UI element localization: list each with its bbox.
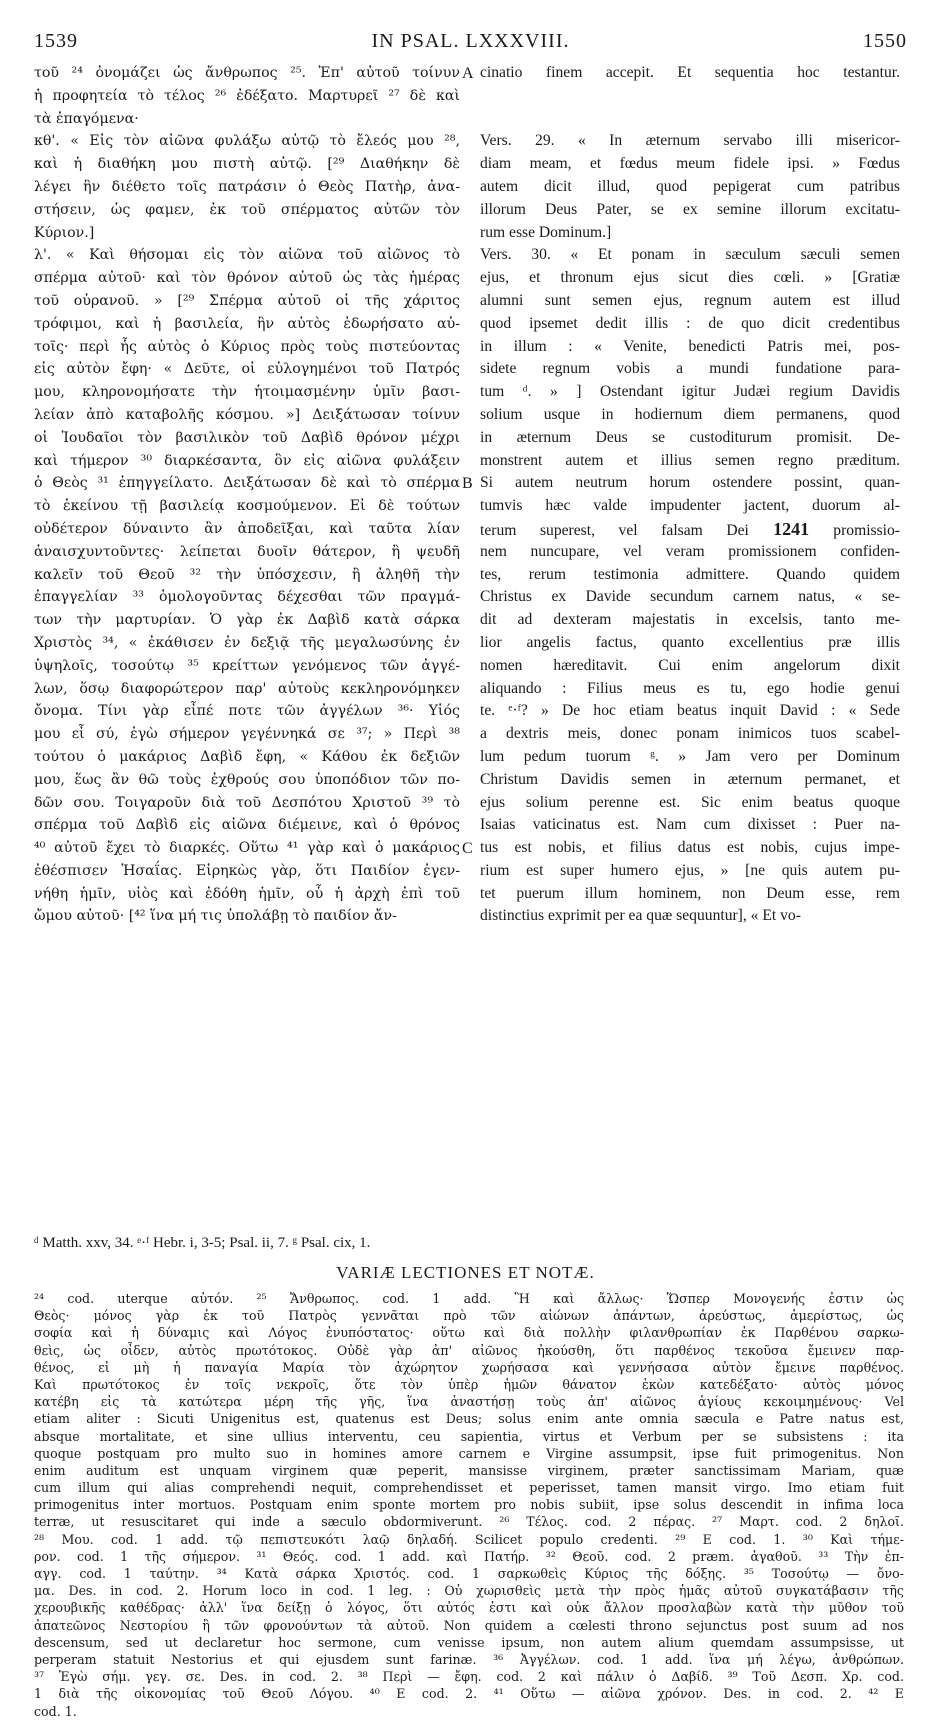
- greek-column-line: τοῦ οὐρανοῦ. » [²⁹ Σπέρμα αὐτοῦ οἱ τῆς χάριτος: [34, 292, 460, 309]
- notes-line: ³⁷ Ἐγὼ σήμ. γεγ. σε. Des. in cod. 2. ³⁸ Περὶ — ἔφη. cod. 2 καὶ πάλιν ὁ Δαβίδ. ³⁹ Τοῦ Δεσπ. Χρ. cod.: [34, 1669, 904, 1685]
- greek-column-line: μου, ἕως ἂν θῶ τοὺς ἐχθρούς σου ὑποπόδιον τῶν πο-: [34, 771, 460, 788]
- latin-column-line: lum pedum tuorum ᵍ. » Jam vero per Dominum: [480, 747, 900, 765]
- notes-line: Θεὸς· μόνος γὰρ ἐκ τοῦ Πατρὸς γεννᾶται πρὸ τῶν αἰώνων ἀπάντων, ἀρεύστως, ἀμερίστως, ὡς: [34, 1308, 904, 1324]
- latin-column-line: rum esse Dominum.]: [480, 223, 612, 241]
- greek-column-line: ὑψηλοῖς, τοσούτῳ ³⁵ κρείττων γενόμενος τῶν ἀγγέ-: [34, 657, 460, 674]
- greek-column-line: Κύριον.]: [34, 224, 95, 241]
- latin-column-line: tes, rerum testimonia admittere. Quando quidem: [480, 565, 900, 583]
- latin-column-line: in illum : « Venite, benedicti Patris mei, pos-: [480, 337, 900, 355]
- latin-column-line: illorum Deus Pater, se ex semine illorum excitatu-: [480, 200, 900, 218]
- greek-column-line: καὶ ἡ διαθήκη μου πιστὴ αὐτῷ. [²⁹ Διαθήκην δὲ: [34, 156, 460, 173]
- greek-column-line: ἐθέσπισεν Ἡσαΐας. Εἰρηκὼς γὰρ, ὅτι Παιδίον ἐγεν-: [34, 862, 460, 879]
- greek-column-line: λ'. « Καὶ θήσομαι εἰς τὸν αἰῶνα τοῦ αἰῶνος τὸ: [34, 247, 460, 264]
- latin-column-line: autem dicit illud, quod pepigerat cum patribus: [480, 177, 900, 195]
- greek-column-line: ἐπαγγελίαν ³³ ὁμολογοῦντας δέχεσθαι τῶν πραγμά-: [34, 589, 460, 606]
- latin-column-line: rium est super humero ejus, » [ne quis autem pu-: [480, 861, 900, 879]
- greek-column-line: στήσειν, ὡς φαμεν, ἐκ τοῦ σπέρματος αὐτῶν τὸν: [34, 201, 460, 218]
- greek-column-line: καλεῖν τοῦ Θεοῦ ³² τὴν ὑπόσχεσιν, ἢ ἀληθῆ τὴν: [34, 566, 460, 583]
- greek-column-line: τὰ ἐπαγόμενα·: [34, 110, 139, 127]
- greek-column-line: σπέρμα αὐτοῦ· καὶ τὸν θρόνον αὐτοῦ ὡς τὰς ἡμέρας: [34, 270, 460, 287]
- notes-line: μα. Des. in cod. 2. Horum loco in cod. 1 leg. : Οὐ χωρισθεὶς μετὰ τὴν πρὸς ἡμᾶς αὐτοῦ συγκατάβασιν τῆς: [34, 1583, 904, 1599]
- margin-letter-c: C: [462, 840, 473, 857]
- greek-column-line: νήθη ἡμῖν, υἱὸς καὶ ἐδόθη ἡμῖν, οὗ ἡ ἀρχὴ ἐπὶ τοῦ: [34, 885, 460, 902]
- footnote-references: ᵈ Matth. xxv, 34. ᵉ·ᶠ Hebr. i, 3-5; Psal. ii, 7. ᵍ Psal. cix, 1.: [34, 1235, 371, 1251]
- greek-column-line: Χριστὸς ³⁴, « ἐκάθισεν ἐν δεξιᾷ τῆς μεγαλωσύνης ἐν: [34, 634, 460, 651]
- margin-letter-b: B: [462, 475, 473, 492]
- greek-column-line: δῶν σου. Τοιγαροῦν διὰ τοῦ Δεσπότου Χριστοῦ ³⁹ τὸ: [34, 794, 460, 811]
- notes-line: θεὶς, ὡς οἶδεν, αὐτὸς πρωτότοκος. Οὐδὲ γὰρ ἀπ' αἰῶνος ἠκούσθη, ὅτι παρθένος τεκοῦσα ἔμεινεν παρ-: [34, 1342, 904, 1358]
- latin-column-line: diam meam, et fœdus meum fidele ipsi. » Fœdus: [480, 155, 900, 173]
- page-header: [34, 30, 907, 56]
- latin-column-line: [480, 108, 900, 131]
- latin-column-line: tus est nobis, et filius datus est nobis, cujus impe-: [480, 839, 900, 857]
- greek-column-line: τοῦ ²⁴ ὀνομάζει ὡς ἄνθρωπος ²⁵. Ἐπ' αὐτοῦ τοίνυν: [34, 65, 460, 81]
- greek-text-column: [34, 62, 460, 928]
- notes-line: descensum, sed ut declaretur hoc sermone, cum venisse ipsum, non autem alium quemdam assumpsisse, ut: [34, 1634, 904, 1650]
- notes-line: primogenitus inter mortuos. Postquam enim sponte mortem pro nobis subiit, ipse solus descendit in infima loca: [34, 1497, 904, 1513]
- notes-line: αγγ. cod. 1 ταύτην. ³⁴ Κατὰ σάρκα Χριστός. cod. 1 σαρκωθεὶς Κύριος τῆς δόξης. ³⁵ Τοσούτῳ — ὄνο-: [34, 1566, 904, 1581]
- notes-line: quoque postquam pro multo suo in homines amore carnem e Virgine assumpsit, ipse fuit primogenitus. Non: [34, 1445, 904, 1461]
- notes-line: cum illum qui alias comprehendi nequit, comprehendisset et peperisset, tamen mansit virgo. Imo etiam fuit: [34, 1480, 904, 1496]
- latin-column-line: Christus ex Davide secundum carnem natus, « se-: [480, 588, 900, 606]
- greek-column-line: τούτου ὁ μακάριος Δαβὶδ ἔφη, « Κάθου ἐκ δεξιῶν: [34, 748, 460, 765]
- latin-column-line: in æternum Deus se custoditurum promisit. De-: [480, 428, 900, 446]
- margin-letter-a: A: [462, 65, 474, 82]
- notes-line: terræ, ut resuscitaret qui inde a sæculo obdormiverunt. ²⁶ Τέλος. cod. 2 πέρας. ²⁷ Μαρτ. cod. 2 δηλοῖ.: [34, 1514, 904, 1530]
- latin-column-line: solium usque in hodiernum diem permanens, quod: [480, 405, 900, 423]
- greek-column-line: ἡ προφητεία τὸ τέλος ²⁶ ἐδέξατο. Μαρτυρεῖ ²⁷ δὲ καὶ: [34, 87, 460, 104]
- latin-text-column: [480, 62, 900, 928]
- notes-line: ρον. cod. 1 τῆς σήμερον. ³¹ Θεός. cod. 1 add. καὶ Πατήρ. ³² Θεοῦ. cod. 2 præm. ἀγαθοῦ. ³³ Τὴν ἐπ-: [34, 1548, 904, 1564]
- latin-column-line: [480, 85, 900, 108]
- latin-column-line: Isaias vaticinatus est. Nam cum dixisset : Puer na-: [480, 816, 900, 834]
- latin-column-line: Vers. 30. « Et ponam in sæculum sæculi semen: [480, 246, 900, 264]
- notes-line: cod. 1.: [34, 1703, 77, 1719]
- notes-line: 1 διὰ τῆς οἰκονομίας τοῦ Θεοῦ Λόγου. ⁴⁰ E cod. 2. ⁴¹ Οὕτω — αἰῶνα χρόνον. Des. in cod. 2. ⁴² E: [34, 1686, 904, 1702]
- latin-column-line: alumni sunt semen ejus, regnum autem est illud: [480, 291, 900, 309]
- notes-line: θένος, εἰ μὴ ἡ παναγία Μαρία τὸν ἀχώρητον χωρήσασα καὶ γεννήσασα αὐτὸν ἔμεινε παρθένος.: [34, 1359, 904, 1375]
- greek-column-line: ὁ Θεὸς ³¹ ἐπηγγείλατο. Δειξάτωσαν δὲ καὶ τὸ σπέρμα: [34, 475, 460, 492]
- greek-column-line: σπέρμα τοῦ Δαβὶδ εἰς αἰῶνα διέμεινε, καὶ ὁ θρόνος: [34, 817, 460, 834]
- latin-column-line: a dextris meis, donec ponam inimicos tuos scabel-: [480, 725, 900, 743]
- greek-column-line: κθ'. « Εἰς τὸν αἰῶνα φυλάξω αὐτῷ τὸ ἔλεός μου ²⁸,: [34, 133, 460, 150]
- notes-line: ²⁸ Μου. cod. 1 add. τῷ πεπιστευκότι λαῷ δηλαδή. Scilicet populo credenti. ²⁹ E cod. 1. ³⁰ Καὶ τήμε-: [34, 1531, 904, 1547]
- greek-column-line: των τὴν μαρτυρίαν. Ὁ γὰρ ἐκ Δαβὶδ κατὰ σάρκα: [34, 612, 460, 629]
- notes-line: etiam aliter : Sicuti Unigenitus est, quatenus est Deus; solus enim ante omnia sæcula e Patre natus est,: [34, 1411, 904, 1427]
- notes-line: Καὶ πρωτότοκος ἐν τοῖς νεκροῖς, ὅτε τὸν ὑπὲρ ἡμῶν θάνατον ἑκὼν κατεδέξατο· αὐτὸς μόνος: [34, 1376, 904, 1392]
- greek-column-line: τοῖς· περὶ ἧς αὐτὸς ὁ Κύριος πρὸς τοὺς πιστεύοντας: [34, 338, 460, 355]
- greek-column-line: μου, κληρονομήσατε τὴν ἡτοιμασμένην ὑμῖν βασι-: [34, 384, 460, 401]
- greek-column-line: ⁴⁰ αὐτοῦ ἔχει τὸ διαρκές. Οὕτω ⁴¹ γὰρ καὶ ὁ μακάριος: [34, 840, 460, 857]
- latin-line-tail: promissio-: [833, 521, 900, 539]
- greek-column-line: ὄνομα. Τίνι γὰρ εἶπέ ποτε τῶν ἀγγέλων ³⁶· Υἱός: [34, 703, 460, 720]
- greek-column-line: οὐδέτερον δύναιντο ἂν ἀποδεῖξαι, καὶ ταῦτα λίαν: [34, 520, 460, 537]
- latin-column-line: tet puerum illum hominem, non Deum esse, rem: [480, 884, 900, 902]
- latin-column-line: dit ad dexteram majestatis in excelsis, tanto me-: [480, 611, 900, 629]
- greek-column-line: τρόφιμοι, καὶ ἡ βασιλεία, ἣν αὐτὸς ἐδωρήσατο αὐ-: [34, 315, 460, 332]
- latin-column-line: ejus, et thronum ejus sicut dies cœli. » [Gratiæ: [480, 269, 900, 287]
- latin-column-line: ejus solium perenne est. Sic enim beatus quoque: [480, 793, 900, 811]
- latin-column-line: tumvis hæc valde impudenter jactent, duorum al-: [480, 497, 900, 515]
- migne-column-number: 1241: [748, 518, 834, 539]
- latin-column-line: distinctius exprimit per ea quæ sequuntur], « Et vo-: [480, 907, 801, 925]
- notes-line: κατέβη εἰς τὰ κατώτερα μέρη τῆς γῆς, ἵνα ἀναστήσῃ τοὺς ἀπ' αἰῶνος ἁγίους κεκοιμημένους· Vel: [34, 1394, 904, 1410]
- greek-column-line: τὸ ἐκείνου τῇ βασιλείᾳ κοσμούμενον. Εἰ δὲ τούτων: [34, 498, 460, 515]
- latin-column-line: Christum Davidis semen in æternum permanet, et: [480, 770, 900, 788]
- greek-column-line: λείαν ἀπὸ καταβολῆς κόσμου. »] Δειξάτωσαν τοίνυν: [34, 406, 460, 423]
- latin-column-line: terum superest, vel falsam Dei 1241 promissio-: [480, 518, 900, 539]
- notes-line: perperam statuit Nestorius et qui ejusdem sunt farinæ. ³⁶ Ἀγγέλων. cod. 1 add. ἵνα μή λέγω, ἀνθρώπων.: [34, 1651, 904, 1667]
- latin-column-line: cinatio finem accepit. Et sequentia hoc testantur.: [480, 64, 900, 81]
- greek-column-line: ἀναισχυντοῦντες· λείπεται δυοῖν θάτερον, ἢ ψευδῆ: [34, 543, 460, 560]
- latin-column-line: Si autem neutrum horum ostendere possint, quan-: [480, 474, 900, 492]
- latin-column-line: sidete regnum vobis a mundi fundatione para-: [480, 360, 900, 378]
- notes-line: σοφία καὶ ἡ δύναμις καὶ Λόγος ἐνυπόστατος· οὕτω καὶ διὰ πολλὴν φιλανθρωπίαν ἐκ Παρθένου σαρκω-: [34, 1325, 904, 1341]
- greek-column-line: καὶ τήμερον ³⁰ διαρκέσαντα, ὃν εἰς αἰῶνα φυλάξειν: [34, 452, 460, 469]
- greek-column-line: λέγει ἣν διέθετο τοῖς πατράσιν ὁ Θεὸς Πατὴρ, ἀνα-: [34, 178, 460, 195]
- latin-column-line: te. ᵉ·ᶠ? » De hoc etiam beatus inquit David : « Sede: [480, 702, 900, 720]
- variant-readings-notes: [34, 1290, 904, 1720]
- latin-column-line: monstrent autem et illius semen regno præditum.: [480, 451, 900, 469]
- notes-line: enim auditum est unquam virginem quæ peperit, mansisse virginem, præter sanctissimam Mariam, quæ: [34, 1462, 904, 1478]
- greek-column-line: οἱ Ἰουδαῖοι τὸν βασιλικὸν τοῦ Δαβὶδ θρόνον μέχρι: [34, 429, 460, 446]
- greek-column-line: μου εἶ σύ, ἐγὼ σήμερον γεγέννηκά σε ³⁷; » Περὶ ³⁸: [34, 726, 460, 743]
- running-title: IN PSAL. LXXXVIII.: [371, 30, 570, 52]
- greek-column-line: λων, ὅσῳ διαφορώτερον παρ' αὐτοὺς κεκληρονόμηκεν: [34, 680, 460, 697]
- page-number-right: 1550: [863, 30, 907, 52]
- notes-line: χερουβικῆς καθέδρας· ἀλλ' ἵνα δείξῃ ὁ λόγος, ὅτι αὐτός ἐστι καὶ οὐκ ἄλλον προσλαβὼν κατὰ τὴν μῦθον τοῦ: [34, 1600, 904, 1616]
- latin-column-line: tum ᵈ. » ] Ostendant igitur Judæi regium Davidis: [480, 383, 900, 401]
- latin-column-line: aliquando : Filius meus es tu, ego hodie genui: [480, 679, 900, 697]
- latin-column-line: lior angelis factus, quanto excellentius præ illis: [480, 633, 900, 651]
- notes-line: absque mortalitate, et sine ullius interventu, ceu sapientia, virtus et Verbum per se subsistens : ita: [34, 1428, 904, 1444]
- greek-column-line: εἰς αὐτὸν ἔφη· « Δεῦτε, οἱ εὐλογημένοι τοῦ Πατρός: [34, 361, 460, 378]
- notes-title: VARIÆ LECTIONES ET NOTÆ.: [336, 1263, 595, 1282]
- latin-column-line: Vers. 29. « In æternum servabo illi misericor-: [480, 132, 900, 150]
- latin-column-line: nomen hæreditavit. Cui enim angelorum dixit: [480, 656, 900, 674]
- notes-line: ἀπατεῶνος Νεστορίου ἢ τῶν φρονούντων τὰ αὐτοῦ. Non quidem a cœlesti throno sejunctus post suum ad nos: [34, 1617, 904, 1633]
- page-number-left: 1539: [34, 30, 78, 52]
- latin-column-line: nem nuncupare, vel veram promissionem confiden-: [480, 542, 900, 560]
- notes-line: ²⁴ cod. uterque αὐτόν. ²⁵ Ἄνθρωπος. cod. 1 add. Ἢ καὶ ἄλλως· Ὥσπερ Μονογενής ἐστιν ὡς: [34, 1291, 904, 1306]
- latin-column-line: quod ipsemet dedit illis : de quo dicit credentibus: [480, 314, 900, 332]
- greek-column-line: ὤμου αὐτοῦ· [⁴² ἵνα μή τις ὑπολάβῃ τὸ παιδίον ἄν-: [34, 908, 397, 925]
